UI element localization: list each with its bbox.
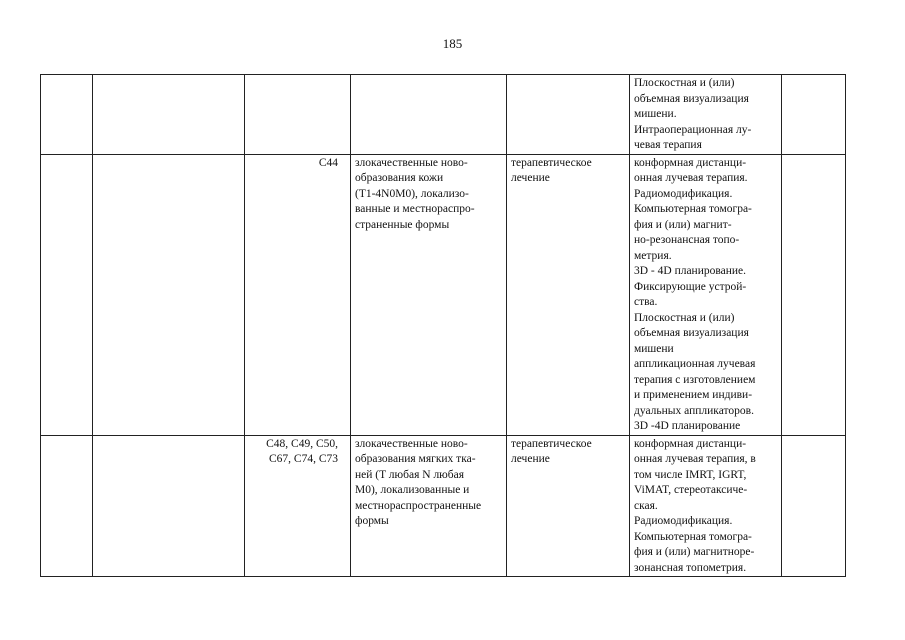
cell-text-line: Радиомодификация. bbox=[634, 515, 733, 527]
cell-text-line: 3D - 4D планирование. bbox=[634, 265, 747, 277]
table-row bbox=[41, 435, 846, 577]
index-cell bbox=[41, 154, 93, 435]
cell-text-line: лечение bbox=[511, 453, 550, 465]
treatment-type-cell bbox=[507, 435, 630, 577]
medical-care-table bbox=[40, 74, 846, 577]
treatment-method-cell bbox=[630, 435, 782, 577]
treatment-method-cell bbox=[630, 154, 782, 435]
standard-cell bbox=[782, 75, 846, 155]
icd-codes-cell bbox=[245, 75, 351, 155]
cell-text-line: аппликационная лучевая bbox=[634, 358, 756, 370]
cell-text-line: Компьютерная томогра- bbox=[634, 530, 752, 543]
cell-text-line: онная лучевая терапия, в bbox=[634, 453, 756, 465]
cell-text-line: образования кожи bbox=[355, 172, 444, 184]
cell-text-line: C48, C49, C50, bbox=[266, 437, 338, 450]
treatment-type-cell bbox=[507, 154, 630, 435]
cell-text-line: зонансная топометрия. bbox=[634, 561, 747, 574]
cell-text-line: и применением индиви- bbox=[634, 389, 753, 401]
page-number: 185 bbox=[442, 36, 463, 51]
cell-text-line: терапевтическое bbox=[511, 156, 592, 169]
cell-text-line: ViMAT, стереотаксиче- bbox=[634, 484, 748, 496]
cell-text-line: конформная дистанци- bbox=[634, 156, 747, 169]
cell-text-line: ванные и местнораспро- bbox=[355, 203, 475, 215]
cell-text-line: (T1-4N0M0), локализо- bbox=[355, 187, 469, 200]
table-row bbox=[41, 75, 846, 155]
cell-text-line: местнораспространенные bbox=[355, 499, 482, 512]
cell-text-line: Радиомодификация. bbox=[634, 187, 733, 200]
cell-text-line: дуальных аппликаторов. bbox=[634, 404, 754, 417]
treatment-type-cell bbox=[507, 75, 630, 155]
cell-text-line: M0), локализованные и bbox=[355, 484, 470, 496]
cell-text-line: злокачественные ново- bbox=[355, 156, 468, 169]
cell-text-line: ней (T любая N любая bbox=[355, 468, 465, 481]
cell-text-line: Компьютерная томогра- bbox=[634, 203, 752, 215]
cell-text-line: лечение bbox=[511, 172, 550, 184]
profile-cell bbox=[93, 75, 245, 155]
cell-text-line: онная лучевая терапия. bbox=[634, 172, 748, 184]
cell-text-line: фия и (или) магнит- bbox=[634, 218, 732, 231]
cell-text-line: Плоскостная и (или) bbox=[634, 77, 735, 89]
cell-text-line: мишени bbox=[634, 342, 674, 355]
cell-text-line: объемная визуализация bbox=[634, 327, 749, 339]
cell-text-line: но-резонансная топо- bbox=[634, 234, 740, 246]
cell-text-line: метрия. bbox=[634, 249, 672, 262]
cell-text-line: ства. bbox=[634, 296, 658, 308]
profile-cell bbox=[93, 154, 245, 435]
table-row bbox=[41, 154, 846, 435]
standard-cell bbox=[782, 435, 846, 577]
cell-text-line: страненные формы bbox=[355, 218, 450, 231]
cell-text-line: 3D -4D планирование bbox=[634, 420, 741, 432]
cell-text-line: формы bbox=[355, 515, 389, 527]
index-cell bbox=[41, 75, 93, 155]
cell-text-line: объемная визуализация bbox=[634, 92, 749, 105]
cell-text-line: мишени. bbox=[634, 108, 677, 120]
icd-codes-cell bbox=[245, 435, 351, 577]
cell-text-line: чевая терапия bbox=[634, 139, 702, 151]
cell-text-line: терапия с изготовлением bbox=[634, 373, 756, 386]
cell-text-line: злокачественные ново- bbox=[355, 437, 468, 450]
cell-text-line: ская. bbox=[634, 499, 658, 512]
treatment-method-cell bbox=[630, 75, 782, 155]
cell-text-line: Интраоперационная лу- bbox=[634, 123, 752, 136]
cell-text-line: том числе IMRT, IGRT, bbox=[634, 468, 747, 481]
cell-text-line: Фиксирующие устрой- bbox=[634, 280, 747, 293]
index-cell bbox=[41, 435, 93, 577]
cell-text-line: конформная дистанци- bbox=[634, 437, 747, 450]
diagnosis-cell bbox=[351, 435, 507, 577]
cell-text-line: C44 bbox=[318, 156, 338, 169]
cell-text-line: Плоскостная и (или) bbox=[634, 311, 735, 324]
profile-cell bbox=[93, 435, 245, 577]
cell-text-line: фия и (или) магнитноре- bbox=[634, 546, 755, 558]
cell-text-line: терапевтическое bbox=[511, 437, 592, 450]
cell-text-line: образования мягких тка- bbox=[355, 453, 476, 465]
cell-text-line: C67, C74, C73 bbox=[268, 453, 338, 465]
standard-cell bbox=[782, 154, 846, 435]
diagnosis-cell bbox=[351, 154, 507, 435]
icd-codes-cell bbox=[245, 154, 351, 435]
diagnosis-cell bbox=[351, 75, 507, 155]
